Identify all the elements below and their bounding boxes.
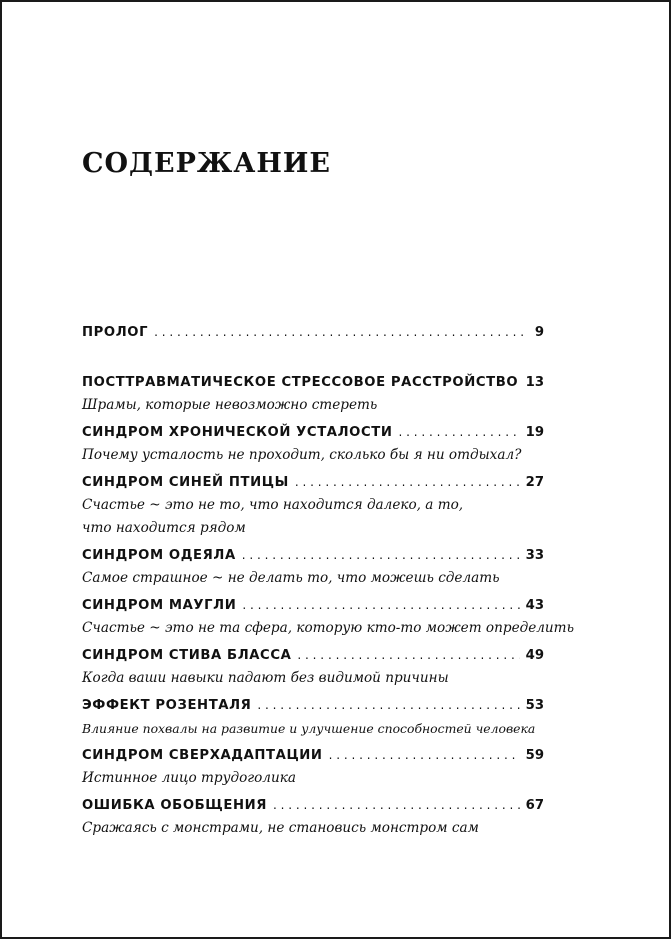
- toc-page-number: 67: [525, 798, 544, 813]
- toc-heading: ОШИБКА ОБОБЩЕНИЯ: [82, 798, 268, 813]
- toc-heading: СИНДРОМ СВЕРХАДАПТАЦИИ: [82, 748, 323, 763]
- toc-subtitle: Истинное лицо трудоголика: [82, 770, 296, 786]
- toc-page-number: 43: [525, 598, 544, 613]
- toc-heading: СИНДРОМ СИНЕЙ ПТИЦЫ: [82, 475, 289, 490]
- toc-page-number: 53: [525, 698, 544, 713]
- toc-subtitle-line-2: что находится рядом: [82, 520, 246, 536]
- toc-subtitle: Счастье ~ это не та сфера, которую кто-то может определить: [82, 620, 574, 636]
- toc-leader-dots: [154, 321, 529, 344]
- toc-entry-chronic-fatigue[interactable]: [82, 421, 544, 471]
- toc-page-number: 49: [525, 648, 544, 663]
- toc-entry-generalization-error[interactable]: [82, 794, 544, 844]
- toc-page-number: 59: [525, 748, 544, 763]
- toc-entry-rosenthal[interactable]: [82, 694, 544, 744]
- toc-leader-dots: [297, 644, 519, 667]
- toc-entry-blanket[interactable]: [82, 544, 544, 594]
- toc-entry-prologue[interactable]: [82, 321, 544, 371]
- toc-entry-mowgli[interactable]: [82, 594, 574, 644]
- toc-heading: СИНДРОМ ОДЕЯЛА: [82, 548, 236, 563]
- toc-entry-overadaptation[interactable]: [82, 744, 544, 794]
- toc-heading: ПРОЛОГ: [82, 325, 149, 340]
- toc-page-number: 19: [525, 425, 544, 440]
- toc-leader-dots: [329, 744, 520, 767]
- toc-leader-dots: [242, 594, 519, 617]
- toc-entry-ptsd[interactable]: [82, 371, 544, 421]
- toc-entry-blue-bird[interactable]: [82, 471, 544, 544]
- toc-heading: ПОСТТРАВМАТИЧЕСКОЕ СТРЕССОВОЕ РАССТРОЙСТВО: [82, 375, 519, 390]
- toc-leader-dots: [257, 694, 519, 717]
- toc-leader-dots: [242, 544, 520, 567]
- toc-leader-dots: [295, 471, 520, 494]
- toc-subtitle: Сражаясь с монстрами, не становись монстром сам: [82, 820, 479, 836]
- toc-heading: СИНДРОМ МАУГЛИ: [82, 598, 237, 613]
- toc-heading: СИНДРОМ ХРОНИЧЕСКОЙ УСТАЛОСТИ: [82, 425, 393, 440]
- toc-page-number: 27: [525, 475, 544, 490]
- toc-heading: СИНДРОМ СТИВА БЛАССА: [82, 648, 292, 663]
- toc-leader-dots: [273, 794, 520, 817]
- toc-subtitle: Когда ваши навыки падают без видимой причины: [82, 670, 449, 686]
- toc-subtitle: Почему усталость не проходит, сколько бы я ни отдыхал?: [82, 447, 522, 463]
- toc-subtitle: Влияние похвалы на развитие и улучшение способностей человека: [82, 721, 536, 736]
- toc-leader-dots: [399, 421, 520, 444]
- toc-page-number: 33: [525, 548, 544, 563]
- toc-entry-steve-blass[interactable]: [82, 644, 544, 694]
- toc-page-number: 9: [534, 325, 544, 340]
- toc-page-number: 13: [525, 375, 544, 390]
- toc-heading: ЭФФЕКТ РОЗЕНТАЛЯ: [82, 698, 252, 713]
- table-of-contents: [82, 321, 574, 844]
- toc-subtitle: Счастье ~ это не то, что находится далеко, а то,: [82, 497, 464, 513]
- toc-subtitle: Самое страшное ~ не делать то, что можешь сделать: [82, 570, 500, 586]
- page-title: СОДЕРЖАНИЕ: [82, 148, 331, 179]
- toc-subtitle: Шрамы, которые невозможно стереть: [82, 397, 378, 413]
